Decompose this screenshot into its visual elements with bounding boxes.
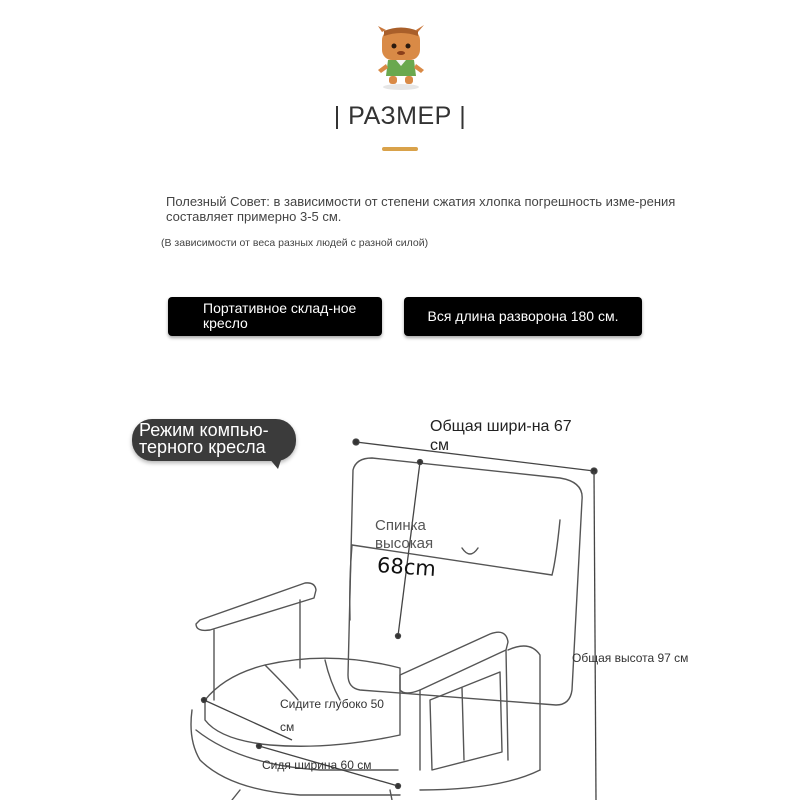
side-pocket xyxy=(430,672,502,770)
portable-chair-label: Портативное склад-ное кресло xyxy=(203,300,357,331)
seat-depth-label: Сидите глубоко 50 см xyxy=(280,697,384,734)
overall-height-label: Общая высота 97 см xyxy=(572,651,689,665)
weight-note: (В зависимости от веса разных людей с разной силой) xyxy=(161,237,429,249)
depth-measure-line xyxy=(204,700,292,740)
overall-width-label: Общая шири-на 67 см xyxy=(430,418,572,454)
chair-mode-label: Режим компью-терного кресла xyxy=(139,420,269,457)
chair-mode-badge xyxy=(132,419,296,461)
backrest-outline xyxy=(348,458,582,705)
unfold-length-label: Вся длина разворона 180 см. xyxy=(427,308,619,324)
height-measure-line xyxy=(594,471,596,800)
seat-width-label: Сидя ширина 60 см xyxy=(262,758,372,772)
badge-tail xyxy=(268,457,282,469)
page-title: | РАЗМЕР | xyxy=(333,102,467,130)
backrest-label: Спинка высокая xyxy=(375,517,434,552)
backrest-value: 68cm xyxy=(376,553,437,582)
measurement-tip: Полезный Совет: в зависимости от степени сжатия хлопка погрешность изме-рения составляет примерно 3-5 см. xyxy=(166,194,676,224)
left-armrest xyxy=(196,583,316,631)
right-armrest xyxy=(400,632,508,693)
